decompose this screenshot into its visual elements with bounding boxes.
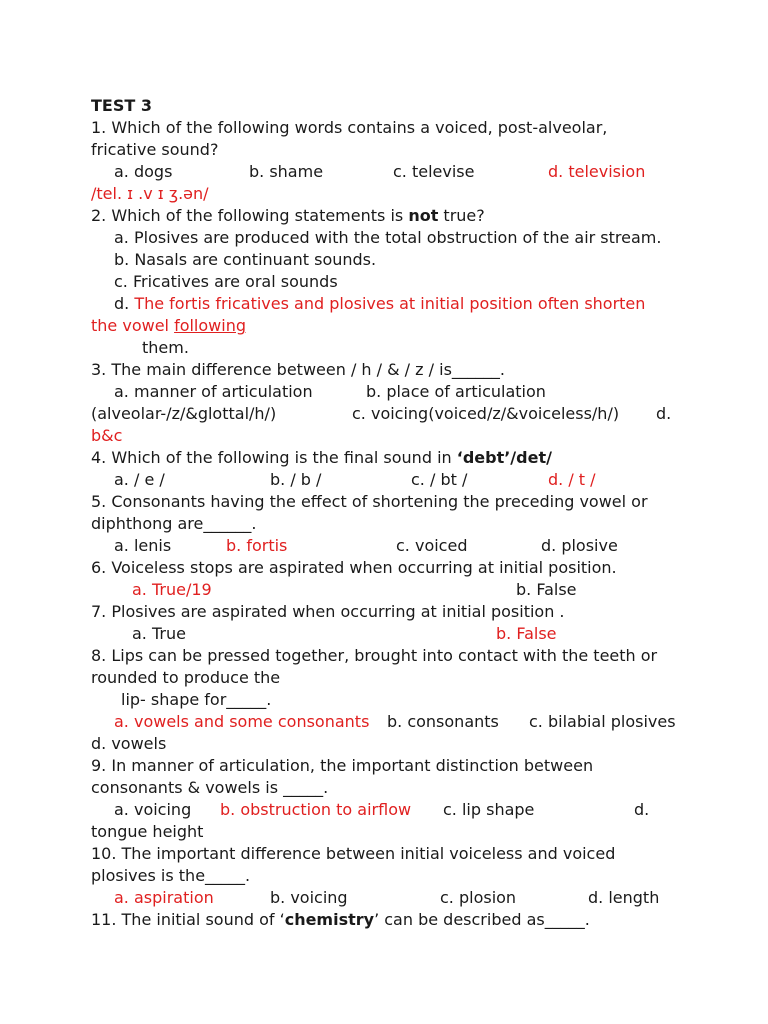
q3-stem: 3. The main difference between / h / & / z / is______. xyxy=(91,360,505,379)
q2-option-d-cont-pre: the vowel xyxy=(91,316,175,335)
q4-stem-bold: ‘debt’/det/ xyxy=(456,448,552,467)
q5-option-c: c. voiced xyxy=(396,536,468,555)
q2-option-d-end: them. xyxy=(142,338,189,357)
q8-option-a-answer: a. vowels and some consonants xyxy=(114,712,370,731)
q4-option-d-answer: d. / t / xyxy=(548,470,596,489)
q1-stem: 1. Which of the following words contains a voiced, post-alveolar, xyxy=(91,118,608,137)
q1-option-d-answer: d. television xyxy=(548,162,646,181)
q3-option-c: c. voicing(voiced/z/&voiceless/h/) xyxy=(352,404,620,423)
q2-option-d-underlined: following xyxy=(174,316,246,335)
q9-option-a: a. voicing xyxy=(114,800,192,819)
q2-option-c: c. Fricatives are oral sounds xyxy=(114,272,338,291)
q5-stem: 5. Consonants having the effect of shortening the preceding vowel or xyxy=(91,492,648,511)
q11-stem-post: ’ can be described as_____. xyxy=(374,910,590,929)
q2-option-b: b. Nasals are continuant sounds. xyxy=(114,250,377,269)
q8-stem: 8. Lips can be pressed together, brought into contact with the teeth or xyxy=(91,646,658,665)
q10-stem: 10. The important difference between initial voiceless and voiced xyxy=(91,844,616,863)
q1-ipa-transcription: /tel. ɪ .v ɪ ʒ.ən/ xyxy=(91,184,209,203)
q8-option-b: b. consonants xyxy=(387,712,499,731)
q8-option-c: c. bilabial plosives xyxy=(529,712,676,731)
q11-stem-bold: chemistry xyxy=(284,910,375,929)
q10-option-c: c. plosion xyxy=(440,888,517,907)
q4-stem-pre: 4. Which of the following is the final sound in xyxy=(91,448,457,467)
q3-option-b-cont: (alveolar-/z/&glottal/h/) xyxy=(91,404,277,423)
q4-option-b: b. / b / xyxy=(270,470,322,489)
q5-option-b-answer: b. fortis xyxy=(226,536,288,555)
q10-stem-cont: plosives is the_____. xyxy=(91,866,251,885)
test-title: TEST 3 xyxy=(91,96,152,115)
q9-option-c: c. lip shape xyxy=(443,800,535,819)
q8-stem-cont2: lip- shape for_____. xyxy=(121,690,272,709)
q9-option-d-label: d. xyxy=(634,800,650,819)
q9-option-b-answer: b. obstruction to airflow xyxy=(220,800,412,819)
q6-option-b: b. False xyxy=(516,580,577,599)
q6-option-a-answer: a. True/19 xyxy=(132,580,212,599)
q1-option-c: c. televise xyxy=(393,162,475,181)
q11-stem-pre: 11. The initial sound of ‘ xyxy=(91,910,285,929)
q8-stem-cont: rounded to produce the xyxy=(91,668,281,687)
q2-option-d-cont xyxy=(91,315,246,337)
q11-stem xyxy=(91,909,590,931)
q2-option-d-label: d. xyxy=(114,294,135,313)
q1-option-a: a. dogs xyxy=(114,162,173,181)
q1-stem-cont: fricative sound? xyxy=(91,140,219,159)
q10-option-b: b. voicing xyxy=(270,888,348,907)
q10-option-a-answer: a. aspiration xyxy=(114,888,214,907)
q6-stem: 6. Voiceless stops are aspirated when occurring at initial position. xyxy=(91,558,617,577)
q5-option-a: a. lenis xyxy=(114,536,172,555)
q1-option-b: b. shame xyxy=(249,162,324,181)
q3-option-b: b. place of articulation xyxy=(366,382,546,401)
q4-option-c: c. / bt / xyxy=(411,470,468,489)
q2-stem-bold: not xyxy=(408,206,439,225)
q5-option-d: d. plosive xyxy=(541,536,618,555)
q2-stem-post: true? xyxy=(438,206,485,225)
q7-option-a: a. True xyxy=(132,624,186,643)
q3-option-d-answer: b&c xyxy=(91,426,123,445)
q2-option-d xyxy=(114,293,645,315)
q10-option-d: d. length xyxy=(588,888,660,907)
q3-option-d-label: d. xyxy=(656,404,672,423)
q4-stem xyxy=(91,447,552,469)
q7-stem: 7. Plosives are aspirated when occurring at initial position . xyxy=(91,602,565,621)
q8-option-d: d. vowels xyxy=(91,734,167,753)
q5-stem-cont: diphthong are______. xyxy=(91,514,257,533)
q7-option-b-answer: b. False xyxy=(496,624,557,643)
q9-stem-cont: consonants & vowels is _____. xyxy=(91,778,329,797)
q2-option-a: a. Plosives are produced with the total obstruction of the air stream. xyxy=(114,228,662,247)
q9-option-d: tongue height xyxy=(91,822,204,841)
q9-stem: 9. In manner of articulation, the important distinction between xyxy=(91,756,594,775)
q2-stem xyxy=(91,205,485,227)
q2-option-d-answer: The fortis fricatives and plosives at initial position often shorten xyxy=(134,294,646,313)
q3-option-a: a. manner of articulation xyxy=(114,382,313,401)
q2-stem-pre: 2. Which of the following statements is xyxy=(91,206,409,225)
q4-option-a: a. / e / xyxy=(114,470,165,489)
